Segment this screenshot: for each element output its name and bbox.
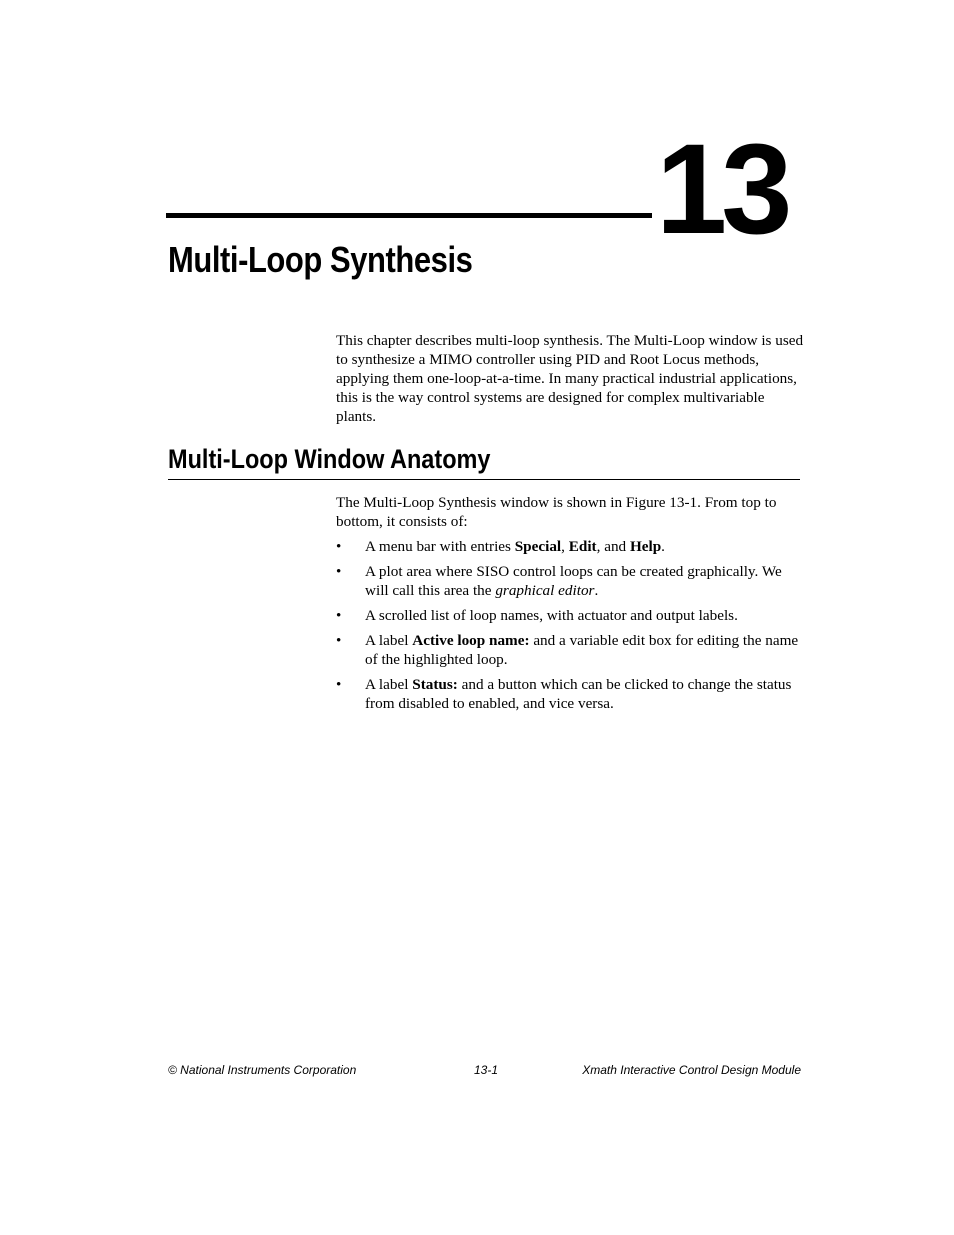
graphical-editor-term: graphical editor: [495, 582, 595, 599]
list-text: and a variable edit box for editing the name of the highlighted loop.: [365, 632, 799, 668]
list-item-loop-list: [336, 606, 806, 625]
list-text: .: [594, 582, 599, 599]
list-text: .: [661, 538, 665, 555]
bullet-marker: •: [336, 676, 342, 693]
list-item-plot-area: [336, 562, 806, 600]
section-heading: [168, 441, 800, 480]
footer-page-number: 13-1: [474, 1063, 499, 1077]
bullet-marker: •: [336, 632, 342, 649]
bullet-marker: •: [336, 563, 342, 580]
list-text: A menu bar with entries: [365, 538, 515, 555]
footer-copyright: © National Instruments Corporation: [168, 1063, 357, 1077]
list-item-active-loop-name: [336, 631, 806, 669]
menu-edit-label: Edit: [568, 538, 597, 555]
list-text: A label: [365, 632, 413, 649]
list-text: and a button which can be clicked to change the status from disabled to enabled, and vice versa.: [365, 676, 792, 712]
list-text: , and: [596, 538, 630, 555]
menu-help-label: Help: [629, 538, 662, 555]
chapter-rule: [166, 213, 652, 218]
list-text: A label: [365, 676, 413, 693]
list-text: A scrolled list of loop names, with actuator and output labels.: [365, 607, 738, 624]
list-text: ,: [561, 538, 569, 555]
bullet-marker: •: [336, 607, 342, 624]
list-item-status: [336, 675, 806, 713]
chapter-number: 13: [656, 118, 787, 261]
page-footer: [168, 1061, 801, 1079]
anatomy-list: [336, 537, 806, 719]
chapter-intro-paragraph: This chapter describes multi-loop synthesis. The Multi-Loop window is used to synthesize a MIMO controller using PID and Root Locus methods, applying them one-loop-at-a-time. In many practical industrial applications, this is the way control systems are designed for complex multivariable plants.: [336, 332, 804, 425]
status-label: Status:: [412, 676, 458, 693]
list-text: A plot area where SISO control loops can be created graphically. We will call this area the: [365, 563, 782, 599]
list-item-menu-bar: [336, 537, 806, 556]
chapter-title: Multi-Loop Synthesis: [168, 239, 473, 280]
section-intro-paragraph: The Multi-Loop Synthesis window is shown in Figure 13-1. From top to bottom, it consists of:: [336, 494, 777, 530]
footer-document-title: Xmath Interactive Control Design Module: [582, 1063, 801, 1077]
active-loop-name-label: Active loop name:: [412, 632, 530, 649]
menu-special-label: Special: [514, 538, 562, 555]
bullet-marker: •: [336, 538, 342, 555]
section-heading-text: Multi-Loop Window Anatomy: [168, 444, 491, 474]
